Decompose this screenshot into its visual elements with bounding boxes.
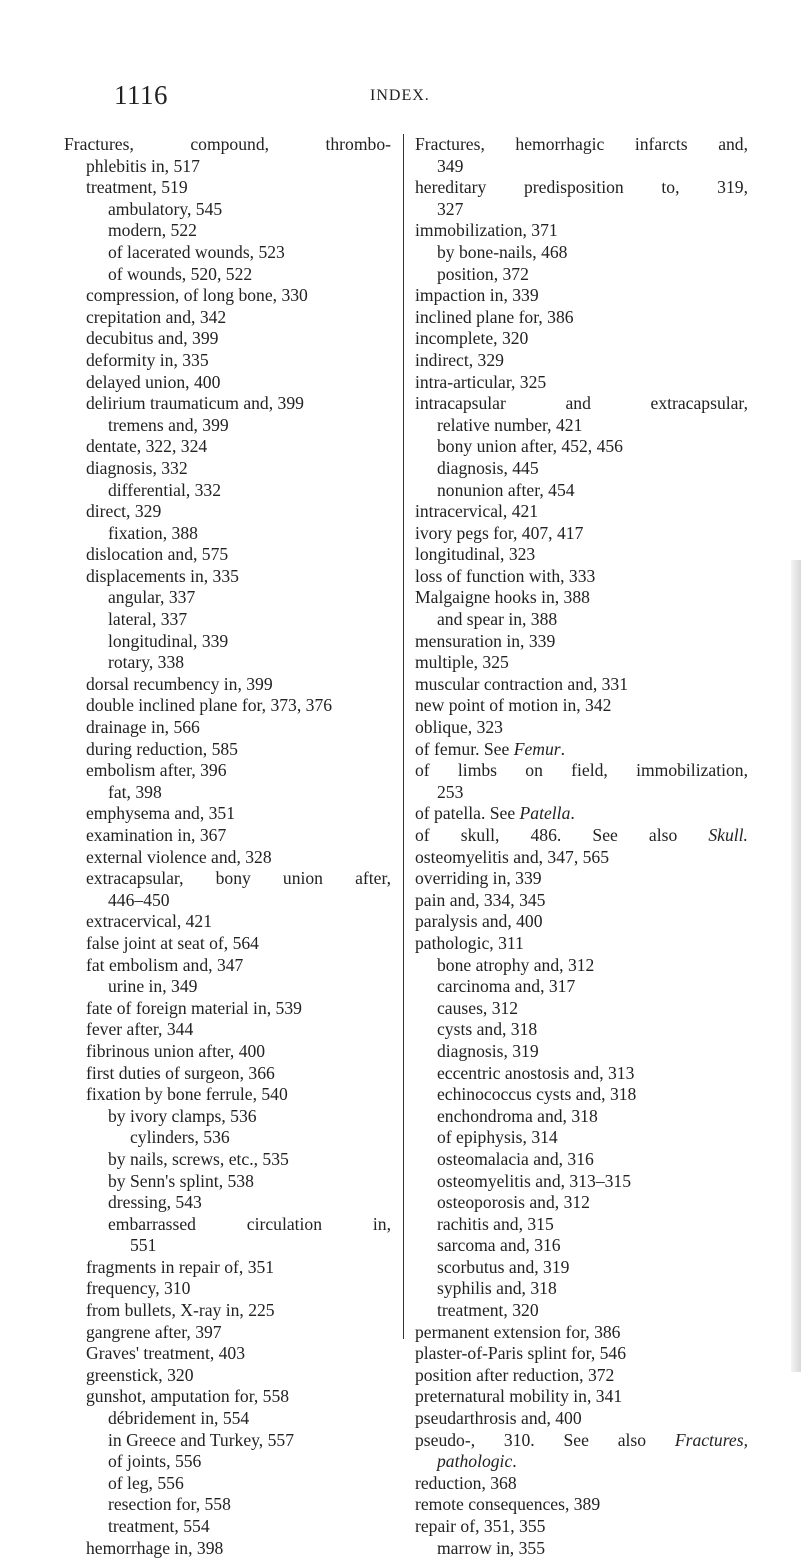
index-entry: cysts and, 318	[437, 1019, 538, 1040]
running-head: INDEX.	[370, 87, 430, 104]
index-entry: sarcoma and, 316	[437, 1235, 561, 1256]
index-entry: by nails, screws, etc., 535	[108, 1148, 289, 1169]
index-entry: oblique, 323	[415, 717, 503, 738]
index-entry: of lacerated wounds, 523	[108, 241, 285, 262]
index-entry: inclined plane for, 386	[415, 306, 574, 327]
index-column-right	[415, 134, 748, 1559]
index-entry: impaction in, 339	[415, 285, 539, 306]
index-entry: fixation, 388	[108, 522, 198, 543]
index-entry: hereditary predisposition to, 319,	[415, 177, 748, 198]
index-entry: indirect, 329	[415, 349, 504, 370]
index-entry: of femur. See Femur.	[415, 738, 566, 759]
index-entry: external violence and, 328	[86, 846, 272, 867]
index-entry: echinococcus cysts and, 318	[437, 1084, 637, 1105]
index-entry: examination in, 367	[86, 825, 227, 845]
index-entry: dorsal recumbency in, 399	[86, 673, 273, 694]
index-entry: position after reduction, 372	[415, 1364, 615, 1385]
index-entry: longitudinal, 323	[415, 544, 536, 565]
index-entry: fat embolism and, 347	[86, 954, 244, 975]
index-entry: extracervical, 421	[86, 911, 213, 932]
index-entry: intracapsular and extracapsular,	[415, 393, 748, 414]
index-entry: deformity in, 335	[86, 349, 209, 370]
index-entry: osteomalacia and, 316	[437, 1148, 594, 1169]
index-entry: new point of motion in, 342	[415, 695, 612, 716]
index-entry: compression, of long bone, 330	[86, 285, 308, 306]
index-entry: 551	[130, 1235, 157, 1256]
index-entry: pathologic, 311	[415, 932, 524, 953]
index-entry: frequency, 310	[86, 1278, 191, 1299]
page-number: 1116	[114, 80, 168, 110]
index-entry: multiple, 325	[415, 652, 509, 673]
index-entry: of patella. See Patella.	[415, 803, 575, 824]
index-entry: decubitus and, 399	[86, 328, 219, 349]
index-entry: nonunion after, 454	[437, 479, 575, 500]
index-entry: lateral, 337	[108, 609, 188, 630]
index-entry: of wounds, 520, 522	[108, 263, 253, 284]
index-entry: cylinders, 536	[130, 1127, 230, 1148]
index-entry: Fractures, compound, thrombo-	[64, 134, 391, 154]
index-entry: fibrinous union after, 400	[86, 1040, 266, 1061]
index-entry: double inclined plane for, 373, 376	[86, 695, 333, 716]
index-entry: modern, 522	[108, 220, 197, 241]
index-entry: rotary, 338	[108, 652, 185, 673]
index-entry: differential, 332	[108, 479, 222, 500]
index-entry: in Greece and Turkey, 557	[108, 1429, 294, 1450]
index-entry: rachitis and, 315	[437, 1213, 554, 1234]
index-entry: incomplete, 320	[415, 328, 529, 349]
index-entry: pseudarthrosis and, 400	[415, 1408, 582, 1429]
index-entry: fixation by bone ferrule, 540	[86, 1084, 288, 1105]
index-entry: eccentric anostosis and, 313	[437, 1062, 635, 1083]
index-entry: greenstick, 320	[86, 1364, 194, 1385]
index-entry: diagnosis, 445	[437, 457, 539, 478]
index-entry: treatment, 554	[108, 1516, 210, 1536]
index-entry: gunshot, amputation for, 558	[86, 1386, 290, 1407]
index-entry: position, 372	[437, 263, 529, 284]
index-entry: relative number, 421	[437, 414, 583, 435]
index-entry: resection for, 558	[108, 1494, 231, 1515]
index-entry: pathologic.	[437, 1451, 517, 1472]
index-entry: phlebitis in, 517	[86, 155, 200, 176]
index-entry: longitudinal, 339	[108, 630, 229, 651]
index-entry: false joint at seat of, 564	[86, 932, 259, 953]
index-entry: fat, 398	[108, 781, 162, 802]
index-entry: pseudo-, 310. See also Fractures,	[415, 1429, 748, 1450]
index-entry: immobilization, 371	[415, 220, 558, 241]
index-entry: 446–450	[108, 889, 170, 910]
index-entry: during reduction, 585	[86, 738, 238, 759]
index-entry: remote consequences, 389	[415, 1494, 601, 1515]
index-entry: of joints, 556	[108, 1451, 202, 1472]
index-entry: diagnosis, 319	[437, 1040, 539, 1061]
index-entry: scorbutus and, 319	[437, 1256, 570, 1277]
index-entry: plaster-of-Paris splint for, 546	[415, 1343, 627, 1364]
index-entry: repair of, 351, 355	[415, 1516, 546, 1536]
index-entry: dressing, 543	[108, 1192, 202, 1213]
index-entry: osteoporosis and, 312	[437, 1192, 590, 1213]
index-column-left	[64, 134, 391, 1559]
index-entry: gangrene after, 397	[86, 1321, 222, 1342]
index-entry: dislocation and, 575	[86, 544, 229, 565]
index-entry: bony union after, 452, 456	[437, 436, 623, 457]
index-entry: mensuration in, 339	[415, 630, 556, 651]
index-entry: permanent extension for, 386	[415, 1321, 621, 1342]
index-entry: treatment, 320	[437, 1300, 539, 1321]
index-entry: tremens and, 399	[108, 414, 229, 435]
index-entry: carcinoma and, 317	[437, 976, 576, 997]
index-entry: intracervical, 421	[415, 501, 539, 522]
index-entry: of limbs on field, immobilization,	[415, 760, 748, 781]
index-entry: syphilis and, 318	[437, 1278, 557, 1299]
index-entry: embolism after, 396	[86, 760, 227, 781]
index-entry: hemorrhage in, 398	[86, 1537, 224, 1558]
index-entry: diagnosis, 332	[86, 457, 188, 478]
column-divider	[403, 134, 404, 1339]
index-entry: bone atrophy and, 312	[437, 954, 595, 975]
index-entry: causes, 312	[437, 997, 519, 1018]
index-entry: débridement in, 554	[108, 1408, 250, 1429]
index-entry: 253	[437, 781, 464, 802]
index-entry: ivory pegs for, 407, 417	[415, 522, 584, 543]
index-entry: ambulatory, 545	[108, 198, 223, 219]
index-entry: dentate, 322, 324	[86, 436, 208, 457]
index-entry: urine in, 349	[108, 976, 198, 997]
index-entry: drainage in, 566	[86, 717, 200, 738]
index-entry: fragments in repair of, 351	[86, 1256, 275, 1277]
index-entry: of skull, 486. See also Skull.	[415, 825, 748, 845]
index-entry: pain and, 334, 345	[415, 889, 546, 910]
index-entry: from bullets, X-ray in, 225	[86, 1300, 275, 1321]
index-entry: 349	[437, 155, 464, 176]
index-entry: osteomyelitis and, 313–315	[437, 1170, 632, 1191]
index-entry: treatment, 519	[86, 177, 188, 198]
index-entry: by ivory clamps, 536	[108, 1105, 257, 1126]
index-entry: delirium traumaticum and, 399	[86, 393, 304, 414]
index-entry: marrow in, 355	[437, 1537, 545, 1558]
index-entry: extracapsular, bony union after,	[86, 868, 391, 889]
index-entry: of epiphysis, 314	[437, 1127, 558, 1148]
index-entry: delayed union, 400	[86, 371, 221, 392]
index-entry: embarrassed circulation in,	[108, 1213, 391, 1234]
index-entry: intra-articular, 325	[415, 371, 547, 392]
index-entry: preternatural mobility in, 341	[415, 1386, 623, 1407]
index-entry: fate of foreign material in, 539	[86, 997, 302, 1018]
index-entry: Malgaigne hooks in, 388	[415, 587, 590, 608]
index-entry: paralysis and, 400	[415, 911, 543, 932]
index-entry: loss of function with, 333	[415, 565, 596, 586]
index-entry: Graves' treatment, 403	[86, 1343, 246, 1364]
index-entry: emphysema and, 351	[86, 803, 236, 824]
index-entry: by Senn's splint, 538	[108, 1170, 254, 1191]
index-entry: muscular contraction and, 331	[415, 673, 629, 694]
index-entry: direct, 329	[86, 501, 162, 522]
index-entry: of leg, 556	[108, 1472, 184, 1493]
index-entry: osteomyelitis and, 347, 565	[415, 846, 610, 867]
page-header	[0, 80, 801, 110]
index-entry: crepitation and, 342	[86, 306, 227, 327]
index-entry: and spear in, 388	[437, 609, 558, 630]
index-entry: overriding in, 339	[415, 868, 542, 889]
index-entry: displacements in, 335	[86, 565, 239, 586]
index-entry: first duties of surgeon, 366	[86, 1062, 275, 1083]
index-entry: enchondroma and, 318	[437, 1105, 598, 1126]
index-entry: Fractures, hemorrhagic infarcts and,	[415, 134, 748, 154]
index-entry: reduction, 368	[415, 1472, 517, 1493]
index-entry: 327	[437, 198, 464, 219]
index-entry: angular, 337	[108, 587, 196, 608]
page-edge-shadow	[791, 560, 801, 1372]
index-entry: by bone-nails, 468	[437, 241, 568, 262]
index-entry: fever after, 344	[86, 1019, 194, 1040]
